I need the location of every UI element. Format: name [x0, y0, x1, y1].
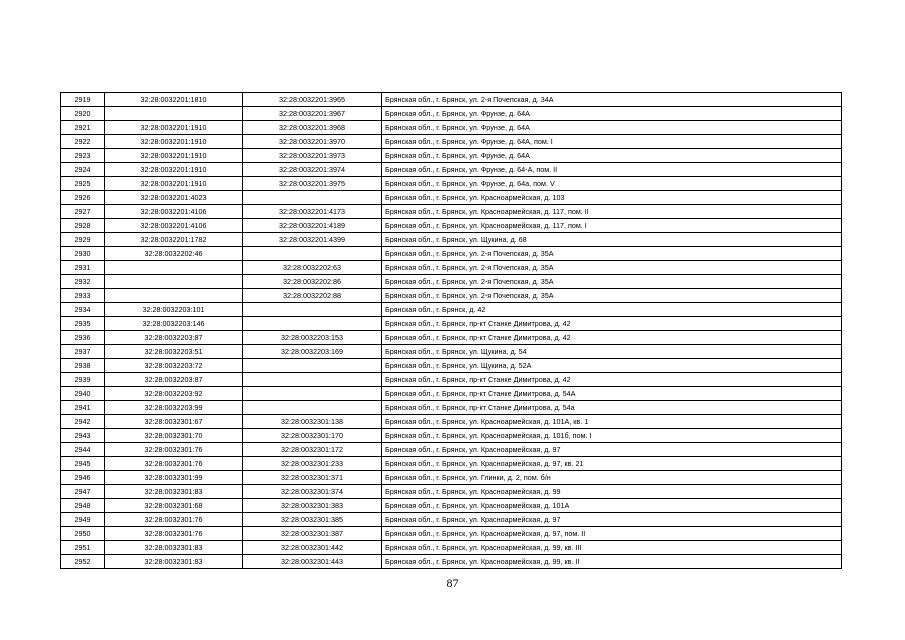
building-cadastral-number-cell: 32:28:0032201:3968: [243, 121, 382, 135]
building-cadastral-number-cell: 32:28:0032301:170: [243, 429, 382, 443]
parcel-cadastral-number-cell: 32:28:0032201:4106: [105, 219, 243, 233]
building-cadastral-number-cell: 32:28:0032202:86: [243, 275, 382, 289]
parcel-cadastral-number-cell: 32:28:0032203:51: [105, 345, 243, 359]
building-cadastral-number-cell: [243, 401, 382, 415]
row-number-cell: 2951: [61, 541, 105, 555]
table-row: [61, 233, 842, 247]
address-cell: Брянская обл., г. Брянск, ул. Красноармейская, д. 97, пом. II: [382, 527, 842, 541]
address-cell: Брянская обл., г. Брянск, ул. Красноармейская, д. 117, пом. II: [382, 205, 842, 219]
row-number-cell: 2931: [61, 261, 105, 275]
row-number-cell: 2923: [61, 149, 105, 163]
row-number-cell: 2938: [61, 359, 105, 373]
row-number-cell: 2940: [61, 387, 105, 401]
building-cadastral-number-cell: 32:28:0032301:172: [243, 443, 382, 457]
table-row: [61, 107, 842, 121]
table-row: [61, 177, 842, 191]
table-row: [61, 429, 842, 443]
row-number-cell: 2949: [61, 513, 105, 527]
row-number-cell: 2947: [61, 485, 105, 499]
parcel-cadastral-number-cell: 32:28:0032301:83: [105, 555, 243, 569]
table-row: [61, 443, 842, 457]
address-cell: Брянская обл., г. Брянск, д. 42: [382, 303, 842, 317]
parcel-cadastral-number-cell: 32:28:0032202:46: [105, 247, 243, 261]
row-number-cell: 2925: [61, 177, 105, 191]
building-cadastral-number-cell: [243, 191, 382, 205]
address-cell: Брянская обл., г. Брянск, ул. Красноармейская, д. 103: [382, 191, 842, 205]
address-cell: Брянская обл., г. Брянск, ул. Красноармейская, д. 101А: [382, 499, 842, 513]
building-cadastral-number-cell: 32:28:0032202:88: [243, 289, 382, 303]
address-cell: Брянская обл., г. Брянск, пр-кт Станке Димитрова, д. 42: [382, 317, 842, 331]
table-row: [61, 303, 842, 317]
parcel-cadastral-number-cell: 32:28:0032301:83: [105, 541, 243, 555]
table-row: [61, 359, 842, 373]
page-number: 87: [446, 576, 459, 590]
table-row: [61, 513, 842, 527]
building-cadastral-number-cell: 32:28:0032201:4173: [243, 205, 382, 219]
parcel-cadastral-number-cell: 32:28:0032301:76: [105, 527, 243, 541]
row-number-cell: 2950: [61, 527, 105, 541]
table-row: [61, 373, 842, 387]
building-cadastral-number-cell: 32:28:0032201:3973: [243, 149, 382, 163]
building-cadastral-number-cell: [243, 373, 382, 387]
row-number-cell: 2929: [61, 233, 105, 247]
building-cadastral-number-cell: 32:28:0032201:3970: [243, 135, 382, 149]
row-number-cell: 2945: [61, 457, 105, 471]
table-row: [61, 121, 842, 135]
address-cell: Брянская обл., г. Брянск, ул. Фрунзе, д. 64А: [382, 149, 842, 163]
building-cadastral-number-cell: 32:28:0032201:3967: [243, 107, 382, 121]
row-number-cell: 2930: [61, 247, 105, 261]
building-cadastral-number-cell: 32:28:0032201:4189: [243, 219, 382, 233]
table-row: [61, 317, 842, 331]
row-number-cell: 2934: [61, 303, 105, 317]
address-cell: Брянская обл., г. Брянск, ул. Щукина, д. 68: [382, 233, 842, 247]
table-row: [61, 289, 842, 303]
row-number-cell: 2948: [61, 499, 105, 513]
table-row: [61, 555, 842, 569]
building-cadastral-number-cell: 32:28:0032301:385: [243, 513, 382, 527]
table-row: [61, 247, 842, 261]
address-cell: Брянская обл., г. Брянск, ул. Фрунзе, д. 64А, пом. I: [382, 135, 842, 149]
address-cell: Брянская обл., г. Брянск, ул. Фрунзе, д. 64А: [382, 107, 842, 121]
row-number-cell: 2946: [61, 471, 105, 485]
table-row: [61, 93, 842, 107]
address-cell: Брянская обл., г. Брянск, ул. Глинки, д. 2, пом. б/н: [382, 471, 842, 485]
address-cell: Брянская обл., г. Брянск, ул. Красноармейская, д. 117, пом. I: [382, 219, 842, 233]
parcel-cadastral-number-cell: 32:28:0032301:83: [105, 485, 243, 499]
building-cadastral-number-cell: 32:28:0032201:3965: [243, 93, 382, 107]
building-cadastral-number-cell: 32:28:0032202:63: [243, 261, 382, 275]
parcel-cadastral-number-cell: 32:28:0032301:76: [105, 513, 243, 527]
parcel-cadastral-number-cell: 32:28:0032203:87: [105, 373, 243, 387]
address-cell: Брянская обл., г. Брянск, пр-кт Станке Димитрова, д. 42: [382, 373, 842, 387]
row-number-cell: 2943: [61, 429, 105, 443]
row-number-cell: 2922: [61, 135, 105, 149]
address-cell: Брянская обл., г. Брянск, ул. 2-я Почепская, д. 35А: [382, 247, 842, 261]
parcel-cadastral-number-cell: 32:28:0032203:87: [105, 331, 243, 345]
address-cell: Брянская обл., г. Брянск, ул. 2-я Почепская, д. 34А: [382, 93, 842, 107]
row-number-cell: 2920: [61, 107, 105, 121]
address-cell: Брянская обл., г. Брянск, ул. Щукина, д. 52А: [382, 359, 842, 373]
parcel-cadastral-number-cell: 32:28:0032301:70: [105, 429, 243, 443]
address-cell: Брянская обл., г. Брянск, ул. Щукина, д. 54: [382, 345, 842, 359]
table-row: [61, 457, 842, 471]
row-number-cell: 2944: [61, 443, 105, 457]
table-row: [61, 205, 842, 219]
row-number-cell: 2941: [61, 401, 105, 415]
address-cell: Брянская обл., г. Брянск, пр-кт Станке Димитрова, д. 54А: [382, 387, 842, 401]
building-cadastral-number-cell: 32:28:0032203:169: [243, 345, 382, 359]
address-cell: Брянская обл., г. Брянск, ул. 2-я Почепская, д. 35А: [382, 275, 842, 289]
address-cell: Брянская обл., г. Брянск, ул. Фрунзе, д. 64А: [382, 121, 842, 135]
table-row: [61, 401, 842, 415]
row-number-cell: 2942: [61, 415, 105, 429]
building-cadastral-number-cell: 32:28:0032301:387: [243, 527, 382, 541]
parcel-cadastral-number-cell: 32:28:0032201:1910: [105, 177, 243, 191]
building-cadastral-number-cell: 32:28:0032301:443: [243, 555, 382, 569]
parcel-cadastral-number-cell: 32:28:0032203:72: [105, 359, 243, 373]
parcel-cadastral-number-cell: 32:28:0032201:4023: [105, 191, 243, 205]
parcel-cadastral-number-cell: 32:28:0032201:1782: [105, 233, 243, 247]
table-row: [61, 527, 842, 541]
building-cadastral-number-cell: 32:28:0032203:153: [243, 331, 382, 345]
row-number-cell: 2928: [61, 219, 105, 233]
table-row: [61, 219, 842, 233]
building-cadastral-number-cell: 32:28:0032301:442: [243, 541, 382, 555]
property-table: [60, 92, 842, 569]
parcel-cadastral-number-cell: 32:28:0032203:99: [105, 401, 243, 415]
parcel-cadastral-number-cell: 32:28:0032201:1910: [105, 149, 243, 163]
row-number-cell: 2939: [61, 373, 105, 387]
building-cadastral-number-cell: [243, 387, 382, 401]
address-cell: Брянская обл., г. Брянск, ул. 2-я Почепская, д. 35А: [382, 261, 842, 275]
table-row: [61, 485, 842, 499]
parcel-cadastral-number-cell: [105, 275, 243, 289]
address-cell: Брянская обл., г. Брянск, ул. Красноармейская, д. 97: [382, 443, 842, 457]
address-cell: Брянская обл., г. Брянск, ул. Красноармейская, д. 97, кв. 21: [382, 457, 842, 471]
table-row: [61, 149, 842, 163]
address-cell: Брянская обл., г. Брянск, ул. Красноармейская, д. 99, кв. II: [382, 555, 842, 569]
address-cell: Брянская обл., г. Брянск, ул. Красноармейская, д. 101А, кв. 1: [382, 415, 842, 429]
parcel-cadastral-number-cell: 32:28:0032201:1810: [105, 93, 243, 107]
building-cadastral-number-cell: [243, 303, 382, 317]
row-number-cell: 2927: [61, 205, 105, 219]
row-number-cell: 2937: [61, 345, 105, 359]
parcel-cadastral-number-cell: 32:28:0032201:1910: [105, 121, 243, 135]
building-cadastral-number-cell: [243, 359, 382, 373]
table-row: [61, 135, 842, 149]
parcel-cadastral-number-cell: 32:28:0032301:68: [105, 499, 243, 513]
parcel-cadastral-number-cell: 32:28:0032301:76: [105, 457, 243, 471]
address-cell: Брянская обл., г. Брянск, ул. Фрунзе, д. 64-А, пом. II: [382, 163, 842, 177]
address-cell: Брянская обл., г. Брянск, ул. Красноармейская, д. 97: [382, 513, 842, 527]
table-row: [61, 191, 842, 205]
table-row: [61, 261, 842, 275]
table-row: [61, 163, 842, 177]
parcel-cadastral-number-cell: [105, 261, 243, 275]
parcel-cadastral-number-cell: 32:28:0032201:1910: [105, 163, 243, 177]
table-row: [61, 345, 842, 359]
building-cadastral-number-cell: 32:28:0032301:374: [243, 485, 382, 499]
row-number-cell: 2921: [61, 121, 105, 135]
address-cell: Брянская обл., г. Брянск, пр-кт Станке Димитрова, д. 42: [382, 331, 842, 345]
row-number-cell: 2936: [61, 331, 105, 345]
parcel-cadastral-number-cell: 32:28:0032203:146: [105, 317, 243, 331]
row-number-cell: 2933: [61, 289, 105, 303]
row-number-cell: 2935: [61, 317, 105, 331]
address-cell: Брянская обл., г. Брянск, ул. Фрунзе, д. 64а, пом. V: [382, 177, 842, 191]
table-body: [61, 93, 842, 569]
parcel-cadastral-number-cell: 32:28:0032301:99: [105, 471, 243, 485]
row-number-cell: 2926: [61, 191, 105, 205]
building-cadastral-number-cell: 32:28:0032301:383: [243, 499, 382, 513]
building-cadastral-number-cell: [243, 247, 382, 261]
address-cell: Брянская обл., г. Брянск, ул. 2-я Почепская, д. 35А: [382, 289, 842, 303]
address-cell: Брянская обл., г. Брянск, пр-кт Станке Димитрова, д. 54а: [382, 401, 842, 415]
row-number-cell: 2919: [61, 93, 105, 107]
building-cadastral-number-cell: 32:28:0032201:4399: [243, 233, 382, 247]
building-cadastral-number-cell: 32:28:0032201:3974: [243, 163, 382, 177]
building-cadastral-number-cell: 32:28:0032301:138: [243, 415, 382, 429]
table-row: [61, 499, 842, 513]
address-cell: Брянская обл., г. Брянск, ул. Красноармейская, д. 99, кв. III: [382, 541, 842, 555]
building-cadastral-number-cell: 32:28:0032201:3975: [243, 177, 382, 191]
row-number-cell: 2952: [61, 555, 105, 569]
table-row: [61, 541, 842, 555]
row-number-cell: 2932: [61, 275, 105, 289]
building-cadastral-number-cell: 32:28:0032301:371: [243, 471, 382, 485]
address-cell: Брянская обл., г. Брянск, ул. Красноармейская, д. 101б, пом. I: [382, 429, 842, 443]
row-number-cell: 2924: [61, 163, 105, 177]
building-cadastral-number-cell: [243, 317, 382, 331]
parcel-cadastral-number-cell: 32:28:0032203:101: [105, 303, 243, 317]
table-row: [61, 275, 842, 289]
parcel-cadastral-number-cell: 32:28:0032301:76: [105, 443, 243, 457]
building-cadastral-number-cell: 32:28:0032301:233: [243, 457, 382, 471]
table-row: [61, 471, 842, 485]
table-row: [61, 415, 842, 429]
table-row: [61, 331, 842, 345]
address-cell: Брянская обл., г. Брянск, ул. Красноармейская, д. 99: [382, 485, 842, 499]
parcel-cadastral-number-cell: 32:28:0032203:92: [105, 387, 243, 401]
parcel-cadastral-number-cell: [105, 107, 243, 121]
parcel-cadastral-number-cell: 32:28:0032301:67: [105, 415, 243, 429]
parcel-cadastral-number-cell: [105, 289, 243, 303]
table-row: [61, 387, 842, 401]
parcel-cadastral-number-cell: 32:28:0032201:4106: [105, 205, 243, 219]
parcel-cadastral-number-cell: 32:28:0032201:1910: [105, 135, 243, 149]
